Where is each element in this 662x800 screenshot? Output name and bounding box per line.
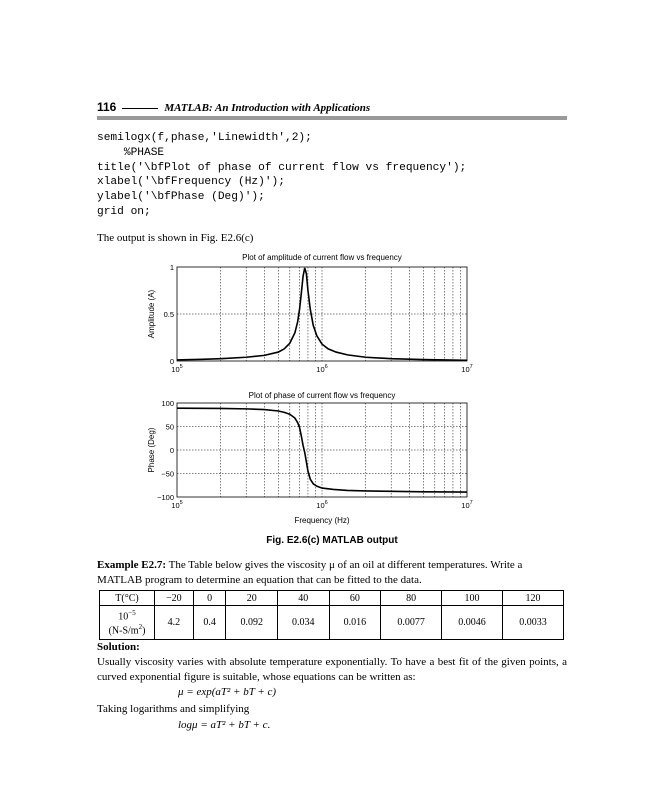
- equation-2: logμ = aT² + bT + c.: [178, 719, 271, 731]
- x-tick-label: $10^7$: [461, 500, 473, 510]
- figure-plots: [97, 248, 567, 533]
- table-cell: 0.0077: [381, 606, 442, 640]
- y-tick-label: 0.5: [163, 310, 174, 319]
- y-tick-label: −100: [157, 493, 174, 502]
- x-tick-label: $10^5$: [171, 364, 183, 374]
- unit-exp2: 2: [138, 623, 143, 632]
- code-line: ylabel('\bfPhase (Deg)');: [97, 191, 265, 204]
- example-label: Example E2.7:: [97, 559, 167, 571]
- chart1-grid: [177, 267, 467, 361]
- x-tick-label: $10^7$: [461, 364, 473, 374]
- y-tick-label: 50: [165, 422, 174, 432]
- table-cell: 0.092: [226, 606, 278, 640]
- unit-text: (N-S/m: [108, 625, 139, 637]
- table-cell: 100: [442, 591, 503, 606]
- table-cell: −20: [155, 591, 194, 606]
- figure-caption: Fig. E2.6(c) MATLAB output: [266, 535, 398, 546]
- chart2-grid: [177, 403, 467, 497]
- table-cell: 0.0033: [502, 606, 563, 640]
- table-cell: 0.034: [278, 606, 330, 640]
- table-cell: 40: [278, 591, 330, 606]
- chart2-title: Plot of phase of current flow vs frequency: [248, 391, 396, 400]
- chart1-ticks: [164, 263, 473, 374]
- solution-heading: Solution:: [97, 641, 140, 653]
- table-row: [100, 606, 564, 640]
- x-tick-label: $10^6$: [316, 500, 328, 510]
- taking-logs-text: Taking logarithms and simplifying: [97, 703, 250, 715]
- y-tick-label: 0: [169, 446, 174, 455]
- unit-base: 10: [118, 611, 129, 623]
- unit-close: ): [142, 625, 146, 637]
- code-line: xlabel('\bfFrequency (Hz)');: [97, 176, 285, 189]
- example-text: The Table below gives the viscosity μ of an oil at different temperatures. Write a MATLAB program to determine an equation that can be fitted to the data.: [97, 559, 523, 586]
- y-tick-label: 100: [161, 399, 174, 408]
- chart1-ylabel: Amplitude (A): [147, 289, 156, 339]
- header-rule: [97, 116, 567, 120]
- table-cell: 80: [381, 591, 442, 606]
- table-cell: 4.2: [155, 606, 194, 640]
- x-tick-label: $10^6$: [316, 364, 328, 374]
- unit-exp: −5: [128, 609, 136, 617]
- code-block: [97, 131, 466, 220]
- table-cell: 0.0046: [442, 606, 503, 640]
- table-cell: 0.016: [329, 606, 381, 640]
- book-title: MATLAB: An Introduction with Applications: [164, 102, 371, 114]
- viscosity-table: [99, 590, 564, 640]
- table-cell: 20: [226, 591, 278, 606]
- chart2-ylabel: Phase (Deg): [147, 427, 156, 473]
- table-cell: [100, 606, 155, 640]
- solution-text: Usually viscosity varies with absolute temperature exponentially. To have a best fit of the given points, a curved exponential figure is suitable, whose equations can be written as:: [97, 656, 567, 683]
- output-text: The output is shown in Fig. E2.6(c): [97, 232, 254, 244]
- code-line: semilogx(f,phase,'Linewidth',2);: [97, 132, 312, 144]
- chart2-ticks: [157, 399, 473, 510]
- x-tick-label: $10^5$: [171, 500, 183, 510]
- y-tick-label: 1: [169, 263, 174, 272]
- example-paragraph: [97, 558, 567, 588]
- equation-1: μ = exp(aT² + bT + c): [178, 686, 277, 698]
- table-cell: 0.4: [193, 606, 226, 640]
- table-cell: 120: [502, 591, 563, 606]
- page-number: 116: [97, 100, 117, 114]
- table-cell: T(°C): [100, 591, 155, 606]
- table-cell: 60: [329, 591, 381, 606]
- table-cell: 0: [193, 591, 226, 606]
- code-line: grid on;: [97, 205, 151, 218]
- table-row: [100, 591, 564, 606]
- page-header: [97, 100, 567, 116]
- chart1-title: Plot of amplitude of current flow vs frequency: [242, 253, 402, 262]
- y-tick-label: 0: [169, 357, 174, 366]
- code-line: title('\bfPlot of phase of current flow vs frequency');: [97, 161, 467, 174]
- y-tick-label: −50: [161, 469, 174, 479]
- header-dash: [122, 108, 158, 109]
- code-line: %PHASE: [97, 146, 165, 159]
- chart2-xlabel: Frequency (Hz): [294, 516, 350, 525]
